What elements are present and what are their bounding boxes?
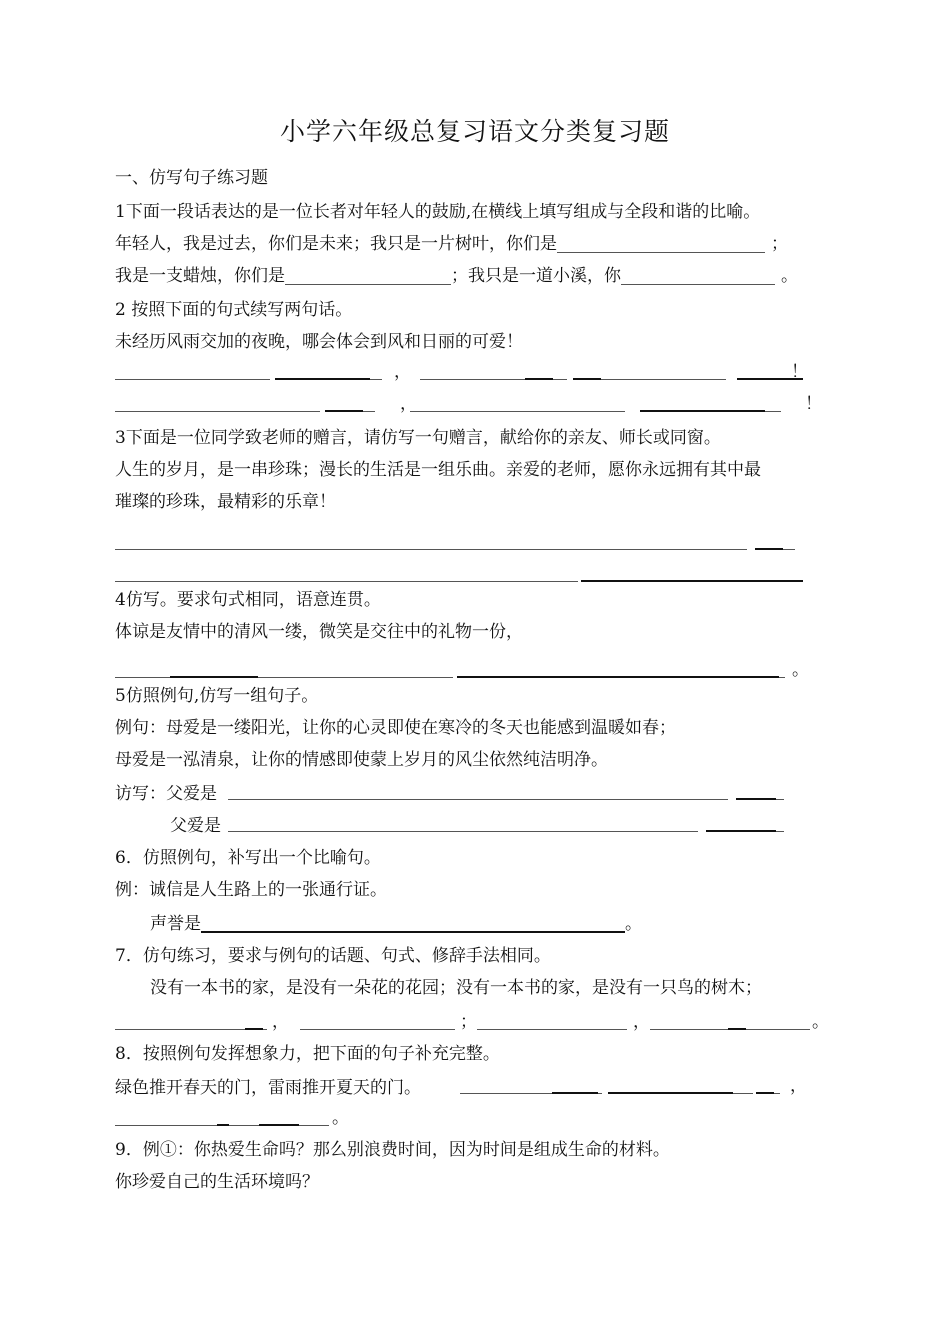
q5-label-2: 父爱是 xyxy=(170,816,221,836)
comma: ， xyxy=(633,1012,650,1032)
answer-blank[interactable] xyxy=(557,230,765,253)
section-heading: 一、仿写句子练习题 xyxy=(115,168,268,188)
q2-answer-line-2[interactable] xyxy=(115,390,815,422)
q2-answer-line-1[interactable] xyxy=(115,358,815,390)
period: 。 xyxy=(332,1108,349,1128)
exclamation: ！ xyxy=(791,362,808,382)
comma: ， xyxy=(272,1012,289,1032)
question-5-example-1: 例句：母爱是一缕阳光，让你的心灵即使在寒冷的冬天也能感到温暖如春； xyxy=(115,718,676,738)
question-3-example-2: 璀璨的珍珠，最精彩的乐章！ xyxy=(115,492,336,512)
q8-answer-line-1[interactable] xyxy=(460,1072,800,1104)
period: 。 xyxy=(625,914,642,934)
page-title: 小学六年级总复习语文分类复习题 xyxy=(279,117,670,146)
comma: ， xyxy=(400,394,417,414)
q1-text-a: 年轻人，我是过去，你们是未来；我只是一片树叶，你们是 xyxy=(115,234,557,254)
q5-answer-line-2[interactable] xyxy=(228,810,798,842)
question-2-example: 未经历风雨交加的夜晚，哪会体会到风和日丽的可爱！ xyxy=(115,332,523,352)
question-3-example-1: 人生的岁月，是一串珍珠；漫长的生活是一组乐曲。亲爱的老师，愿你永远拥有其中最 xyxy=(115,460,761,480)
question-1-line-1 xyxy=(115,228,850,260)
question-8-prompt: 8．按照例句发挥想象力，把下面的句子补充完整。 xyxy=(115,1044,500,1064)
exclamation: ！ xyxy=(805,394,822,414)
question-6-example: 例：诚信是人生路上的一张通行证。 xyxy=(115,880,387,900)
q5-answer-line-1[interactable] xyxy=(228,778,798,810)
comma: ， xyxy=(790,1076,807,1096)
answer-blank[interactable] xyxy=(621,262,775,285)
comma: ， xyxy=(394,362,411,382)
q1-text-e: 。 xyxy=(781,266,798,286)
q8-answer-line-2[interactable] xyxy=(115,1104,355,1136)
q6-label: 声誉是 xyxy=(150,914,201,934)
semicolon: ； xyxy=(460,1012,477,1032)
q1-text-d: ；我只是一道小溪，你 xyxy=(451,266,621,286)
question-5-example-2: 母爱是一泓清泉，让你的情感即使蒙上岁月的风尘依然纯洁明净。 xyxy=(115,750,608,770)
q1-text-b: ； xyxy=(771,234,788,254)
q5-label-1: 访写：父爱是 xyxy=(115,784,217,804)
question-1-prompt: 1下面一段话表达的是一位长者对年轻人的鼓励,在横线上填写组成与全段和谐的比喻。 xyxy=(115,202,761,222)
answer-blank[interactable] xyxy=(201,909,625,933)
question-6-write xyxy=(150,908,850,940)
question-9-prompt: 9．例①：你热爱生命吗？那么别浪费时间，因为时间是组成生命的材料。 xyxy=(115,1140,670,1160)
question-4-prompt: 4仿写。要求句式相同，语意连贯。 xyxy=(115,590,381,610)
question-2-prompt: 2 按照下面的句式续写两句话。 xyxy=(115,300,353,320)
period: 。 xyxy=(812,1012,829,1032)
answer-blank[interactable] xyxy=(285,262,451,285)
question-7-prompt: 7．仿句练习，要求与例句的话题、句式、修辞手法相同。 xyxy=(115,946,551,966)
q1-text-c: 我是一支蜡烛，你们是 xyxy=(115,266,285,286)
question-5-prompt: 5仿照例句,仿写一组句子。 xyxy=(115,686,319,706)
question-6-prompt: 6．仿照例句，补写出一个比喻句。 xyxy=(115,848,381,868)
question-8-example: 绿色推开春天的门，雷雨推开夏天的门。 xyxy=(115,1078,421,1098)
period: 。 xyxy=(792,660,809,680)
q3-answer-line-1[interactable] xyxy=(115,528,815,560)
question-9-line-2: 你珍爱自己的生活环境吗？ xyxy=(115,1172,319,1192)
question-1-line-2 xyxy=(115,260,850,292)
question-3-prompt: 3下面是一位同学致老师的赠言，请仿写一句赠言，献给你的亲友、师长或同窗。 xyxy=(115,428,721,448)
question-4-example: 体谅是友情中的清风一缕，微笑是交往中的礼物一份， xyxy=(115,622,523,642)
question-7-example: 没有一本书的家，是没有一朵花的花园；没有一本书的家，是没有一只鸟的树木； xyxy=(150,978,762,998)
